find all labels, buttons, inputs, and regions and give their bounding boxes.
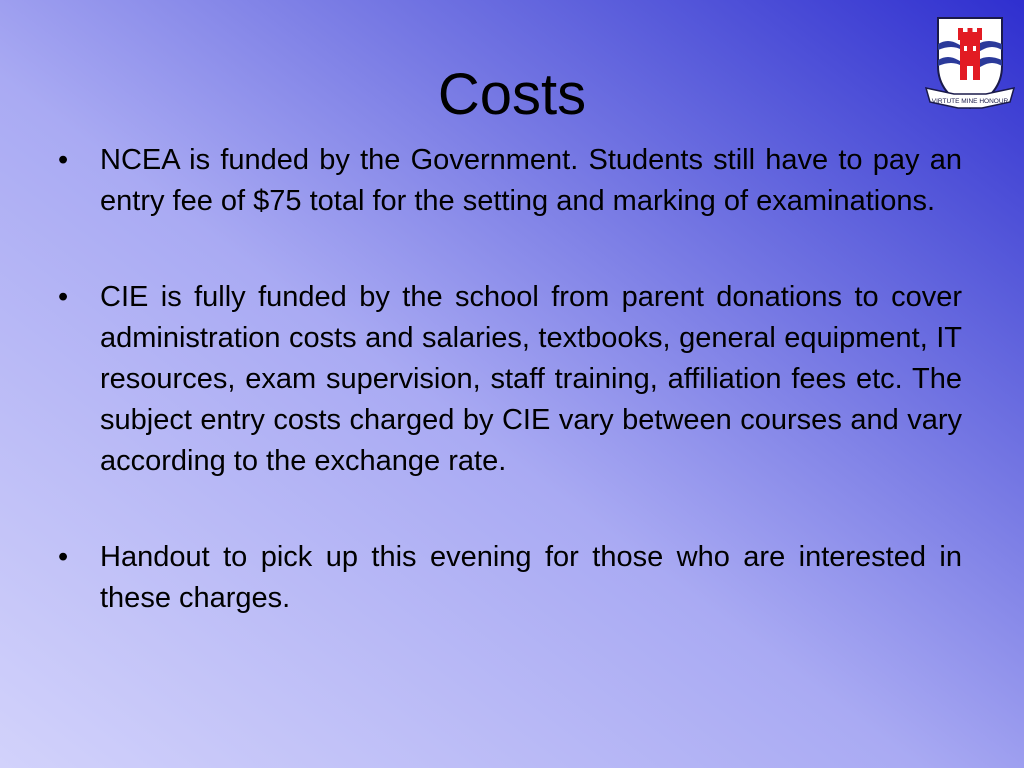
bullet-text: NCEA is funded by the Government. Students still have to pay an entry fee of $75 total for the setting and marking of examinations.: [100, 144, 962, 217]
bullet-text: CIE is fully funded by the school from parent donations to cover administration costs and salaries, textbooks, general equipment, IT resources, exam supervision, staff training, affiliation fees etc. The subject entry costs charged by CIE vary between courses and vary according to the exchange rate.: [100, 281, 962, 477]
bullet-item: [58, 537, 962, 619]
bullet-dot: •: [58, 281, 69, 313]
bullet-dot: •: [58, 541, 69, 573]
bullet-list: [58, 140, 962, 619]
school-crest-icon: [924, 14, 1016, 114]
crest-motto: VIRTUTE MINE HONOUR: [931, 98, 1009, 105]
bullet-text: Handout to pick up this evening for those who are interested in these charges.: [100, 541, 962, 614]
bullet-item: [58, 277, 962, 482]
bullet-item: [58, 140, 962, 222]
bullet-dot: •: [58, 144, 69, 176]
slide-title: Costs: [437, 62, 587, 127]
